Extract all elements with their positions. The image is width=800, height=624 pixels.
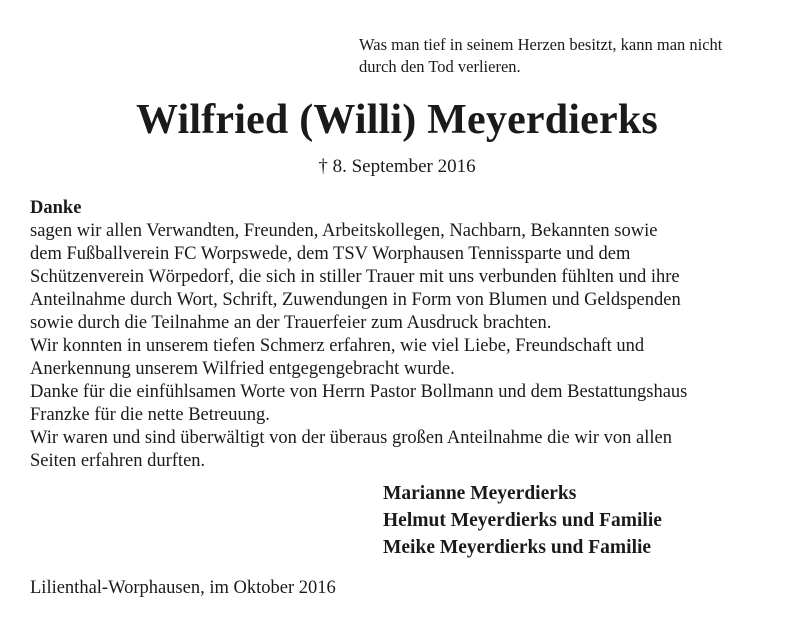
thanks-line: Danke für die einfühlsamen Worte von Herrn Pastor Bollmann und dem Bestattungshaus (30, 382, 688, 402)
signature-name: Marianne Meyerdierks (383, 483, 577, 504)
quote-line: durch den Tod verlieren. (359, 57, 521, 76)
thanks-line: Schützenverein Wörpedorf, die sich in stiller Trauer mit uns verbunden fühlten und ihre (30, 267, 680, 287)
thanks-text (30, 197, 780, 473)
epigraph-quote (359, 34, 779, 78)
thanks-line: Wir konnten in unserem tiefen Schmerz erfahren, wie viel Liebe, Freundschaft und (30, 336, 645, 356)
thanks-line: Franzke für die nette Betreuung. (30, 405, 270, 425)
deceased-name: Wilfried (Willi) Meyerdierks (136, 97, 658, 143)
signature-name: Helmut Meyerdierks und Familie (383, 510, 662, 531)
signatures (383, 480, 783, 561)
thanks-line: Seiten erfahren durften. (30, 451, 206, 471)
thanks-line: dem Fußballverein FC Worpswede, dem TSV Worphausen Tennissparte und dem (30, 244, 631, 264)
death-date: † 8. September 2016 (318, 156, 476, 177)
signature-name: Meike Meyerdierks und Familie (383, 537, 652, 558)
thanks-line: Wir waren und sind überwältigt von der überaus großen Anteilnahme die wir von allen (30, 428, 672, 448)
quote-line: Was man tief in seinem Herzen besitzt, kann man nicht (359, 35, 723, 54)
thanks-line: sowie durch die Teilnahme an der Trauerfeier zum Ausdruck brachten. (30, 313, 552, 333)
thanks-line: Anerkennung unserem Wilfried entgegengebracht wurde. (30, 359, 455, 379)
thanks-heading: Danke (30, 198, 82, 218)
thanks-line: sagen wir allen Verwandten, Freunden, Arbeitskollegen, Nachbarn, Bekannten sowie (30, 221, 658, 241)
place-and-date: Lilienthal-Worphausen, im Oktober 2016 (30, 578, 336, 598)
thanks-line: Anteilnahme durch Wort, Schrift, Zuwendungen in Form von Blumen und Geldspenden (30, 290, 681, 310)
